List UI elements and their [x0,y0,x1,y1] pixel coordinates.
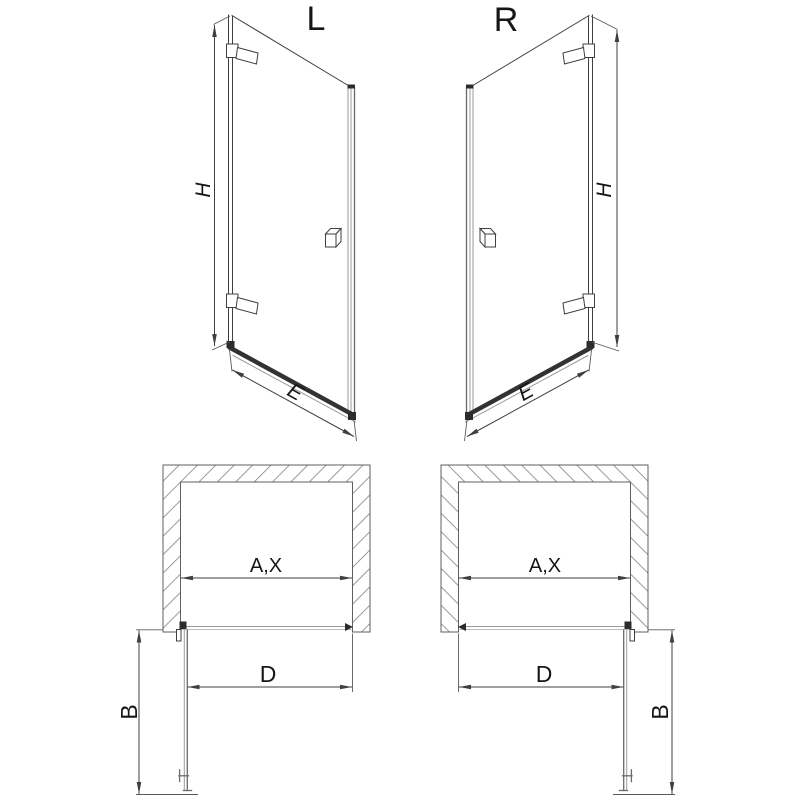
right-plan-door-width-dim-label: D [535,661,553,687]
left-height-dim-label: H [192,182,215,198]
left-plan-swing-dim-label: B [116,704,142,720]
left-plan-geometry [136,465,370,795]
left-plan-opening-dim-label: A,X [249,555,283,577]
right-variant-label: R [493,1,519,39]
right-width-dim-label: E [514,378,538,406]
right-plan-geometry [441,465,675,795]
h-extension-top-left [214,16,231,25]
h-extension-top-right [591,16,618,30]
right-plan-swing-dim-label: B [647,704,673,720]
left-door-elevation-geometry [227,15,357,441]
right-door-elevation-geometry [465,15,595,441]
left-variant-label: L [306,0,326,38]
left-width-dim-label: E [283,378,307,406]
right-height-dim-label: H [593,182,616,198]
h-extension-bottom-right [592,342,620,351]
left-plan-door-width-dim-label: D [259,661,277,687]
right-plan-opening-dim-label: A,X [528,555,562,577]
